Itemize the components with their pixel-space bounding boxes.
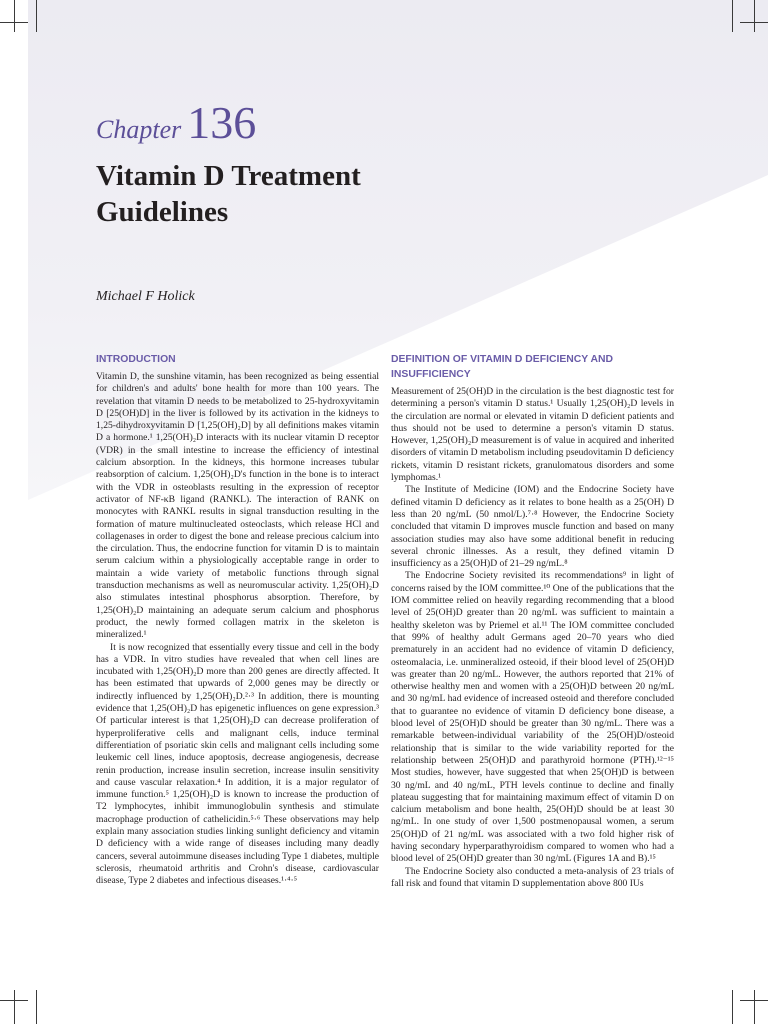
body-paragraph: Vitamin D, the sunshine vitamin, has been recognized as being essential for children's and adults' bone health for more than 100 years. The revelation that vitamin D needs to be metabolized to 25-hydroxyvitamin D [25(OH)D] in the liver is followed by its activation in the kidneys to 1,25-dihydroxyvitamin D [1,25(OH)₂D] by all definitions makes vitamin D a hormone.¹ 1,25(OH)₂D interacts with its nuclear vitamin D receptor (VDR) in the small intestine to increase the efficiency of intestinal calcium absorption. In the kidneys, this hormone increases tubular reabsorption of calcium. 1,25(OH)₂D's function in the bone is to interact with the VDR in osteoblasts resulting in the expression of receptor activator of NF-κB ligand (RANKL). The interaction of RANK on monocytes with RANKL results in signal transduction resulting in the formation of mature multinucleated osteoclasts, which release HCl and collagenases in order to digest the bone and release precious calcium into the circulation. Thus, the endocrine function for vitamin D is to maintain serum calcium within a physiologically acceptable range in order to maintain a wide variety of metabolic functions through signal transduction mechanisms as well as neuromuscular activity. 1,25(OH)₂D also stimulates intestinal phosphorus absorption. Therefore, by 1,25(OH)₂D maintaining an adequate serum calcium and phosphorus product, the newly formed collagen matrix in the skeleton is mineralized.¹ <box>96 371 379 641</box>
crop-mark <box>754 990 755 1024</box>
crop-mark <box>36 990 37 1024</box>
crop-mark <box>14 0 15 32</box>
crop-mark <box>0 1000 28 1001</box>
body-paragraph: It is now recognized that essentially every tissue and cell in the body has a VDR. In vitro studies have revealed that when cell lines are incubated with 1,25(OH)₂D more than 200 genes are directly affected. It has been estimated that upwards of 2,000 genes may be directly or indirectly influenced by 1,25(OH)₂D.²·³ In addition, there is mounting evidence that 1,25(OH)₂D has epigenetic influences on gene expression.³ Of particular interest is that 1,25(OH)₂D can decrease proliferation of hyperproliferative cells and malignant cells, induce terminal differentiation of psoriatic skin cells and malignant cells including some leukemic cell lines, induce apoptosis, decrease angiogenesis, decrease renin production, increase insulin secretion, increase insulin sensitivity and cause vascular relaxation.⁴ In addition, it is a major regulator of immune function.⁵ 1,25(OH)₂D is known to increase the production of T2 lymphocytes, inhibit immunoglobulin synthesis and stimulate macrophage production of cathelicidin.⁵·⁶ These observations may help explain many association studies linking sunlight deficiency and vitamin D deficiency with a wide range of diseases including many deadly cancers, several autoimmune diseases including Type 1 diabetes, multiple sclerosis, rheumatoid arthritis and Crohn's disease, cardiovascular disease, Type 2 diabetes and infectious diseases.¹·⁴·⁵ <box>96 641 379 887</box>
crop-mark <box>740 1000 768 1001</box>
left-column <box>96 352 379 887</box>
body-paragraph: Measurement of 25(OH)D in the circulation is the best diagnostic test for determining a person's vitamin D status.¹ Usually 1,25(OH)₂D levels in the circulation are normal or elevated in vitamin D deficient patients and thus should not be used to determine a person's vitamin D status. However, 1,25(OH)₂D measurement is of value in acquired and inherited disorders of vitamin D metabolism including pseudovitamin D deficiency rickets, vitamin D resistant rickets, granulomatous disorders and some lymphomas.¹ <box>391 386 674 484</box>
chapter-title-line1: Vitamin D Treatment <box>96 160 361 192</box>
chapter-word: Chapter <box>96 115 182 144</box>
crop-mark <box>0 22 28 23</box>
crop-mark <box>732 990 733 1024</box>
chapter-label <box>96 97 456 148</box>
section-heading-definition: DEFINITION OF VITAMIN D DEFICIENCY AND INSUFFICIENCY <box>391 354 614 380</box>
crop-mark <box>754 0 755 32</box>
crop-mark <box>14 990 15 1024</box>
chapter-number: 136 <box>187 97 257 148</box>
chapter-title-block <box>96 97 456 230</box>
crop-mark <box>732 0 733 32</box>
crop-mark <box>740 22 768 23</box>
body-paragraph: The Endocrine Society revisited its recommendations⁹ in light of concerns raised by the IOM committee.¹⁰ One of the publications that the IOM committee relied on heavily regarding recommending that a blood level of 25(OH)D greater than 20 ng/mL was sufficient to maintain a healthy skeleton was by Priemel et al.¹¹ The IOM committee concluded that 99% of healthy adult Germans aged 20–70 years who died prematurely in an accident had no evidence of vitamin D deficiency, osteomalacia, i.e. unmineralized osteoid, if their blood level of 25(OH)D was greater than 20 ng/mL. However, the authors reported that 21% of otherwise healthy men and women with a 25(OH)D between 20 ng/mL and 30 ng/mL had evidence of increased osteoid and therefore concluded that to guarantee no evidence of vitamin D deficiency bone disease, a blood level of 25(OH)D should be greater than 30 ng/mL. There was a remarkable between-individual variability of the 25(OH)D/osteoid relationship that is similar to the wide variability reported for the relationship between 25(OH)D and parathyroid hormone (PTH).¹²⁻¹⁵ Most studies, however, have suggested that when 25(OH)D is between 30 ng/mL and 40 ng/mL, PTH levels continue to decline and finally plateau suggesting that for maintaining maximum effect of vitamin D on calcium metabolism and bone health, 25(OH)D should be at least 30 ng/mL. In one study of over 1,500 postmenopausal women, a serum 25(OH)D of 21 ng/mL was associated with a two fold higher risk of having secondary hyperparathyroidism compared to women who had a blood level of 25(OH)D greater than 30 ng/mL (Figures 1A and B).¹⁵ <box>391 570 674 865</box>
right-column <box>391 352 674 890</box>
body-paragraph: The Endocrine Society also conducted a meta-analysis of 23 trials of fall risk and found that vitamin D supplementation above 800 IUs <box>391 865 674 889</box>
author-name: Michael F Holick <box>96 289 195 304</box>
section-heading-introduction: INTRODUCTION <box>96 354 176 365</box>
crop-mark <box>36 0 37 32</box>
chapter-title-line2: Guidelines <box>96 196 229 228</box>
body-paragraph: The Institute of Medicine (IOM) and the Endocrine Society have defined vitamin D deficiency as it relates to bone health as a 25(OH) D less than 20 ng/mL (50 nmol/L).⁷·⁸ However, the Endocrine Society concluded that vitamin D improves muscle function and based on many association studies may also have some additional benefit in reducing several chronic illnesses. As a result, they defined vitamin D insufficiency as a 25(OH)D of 21–29 ng/mL.⁸ <box>391 484 674 570</box>
chapter-title <box>96 158 456 230</box>
